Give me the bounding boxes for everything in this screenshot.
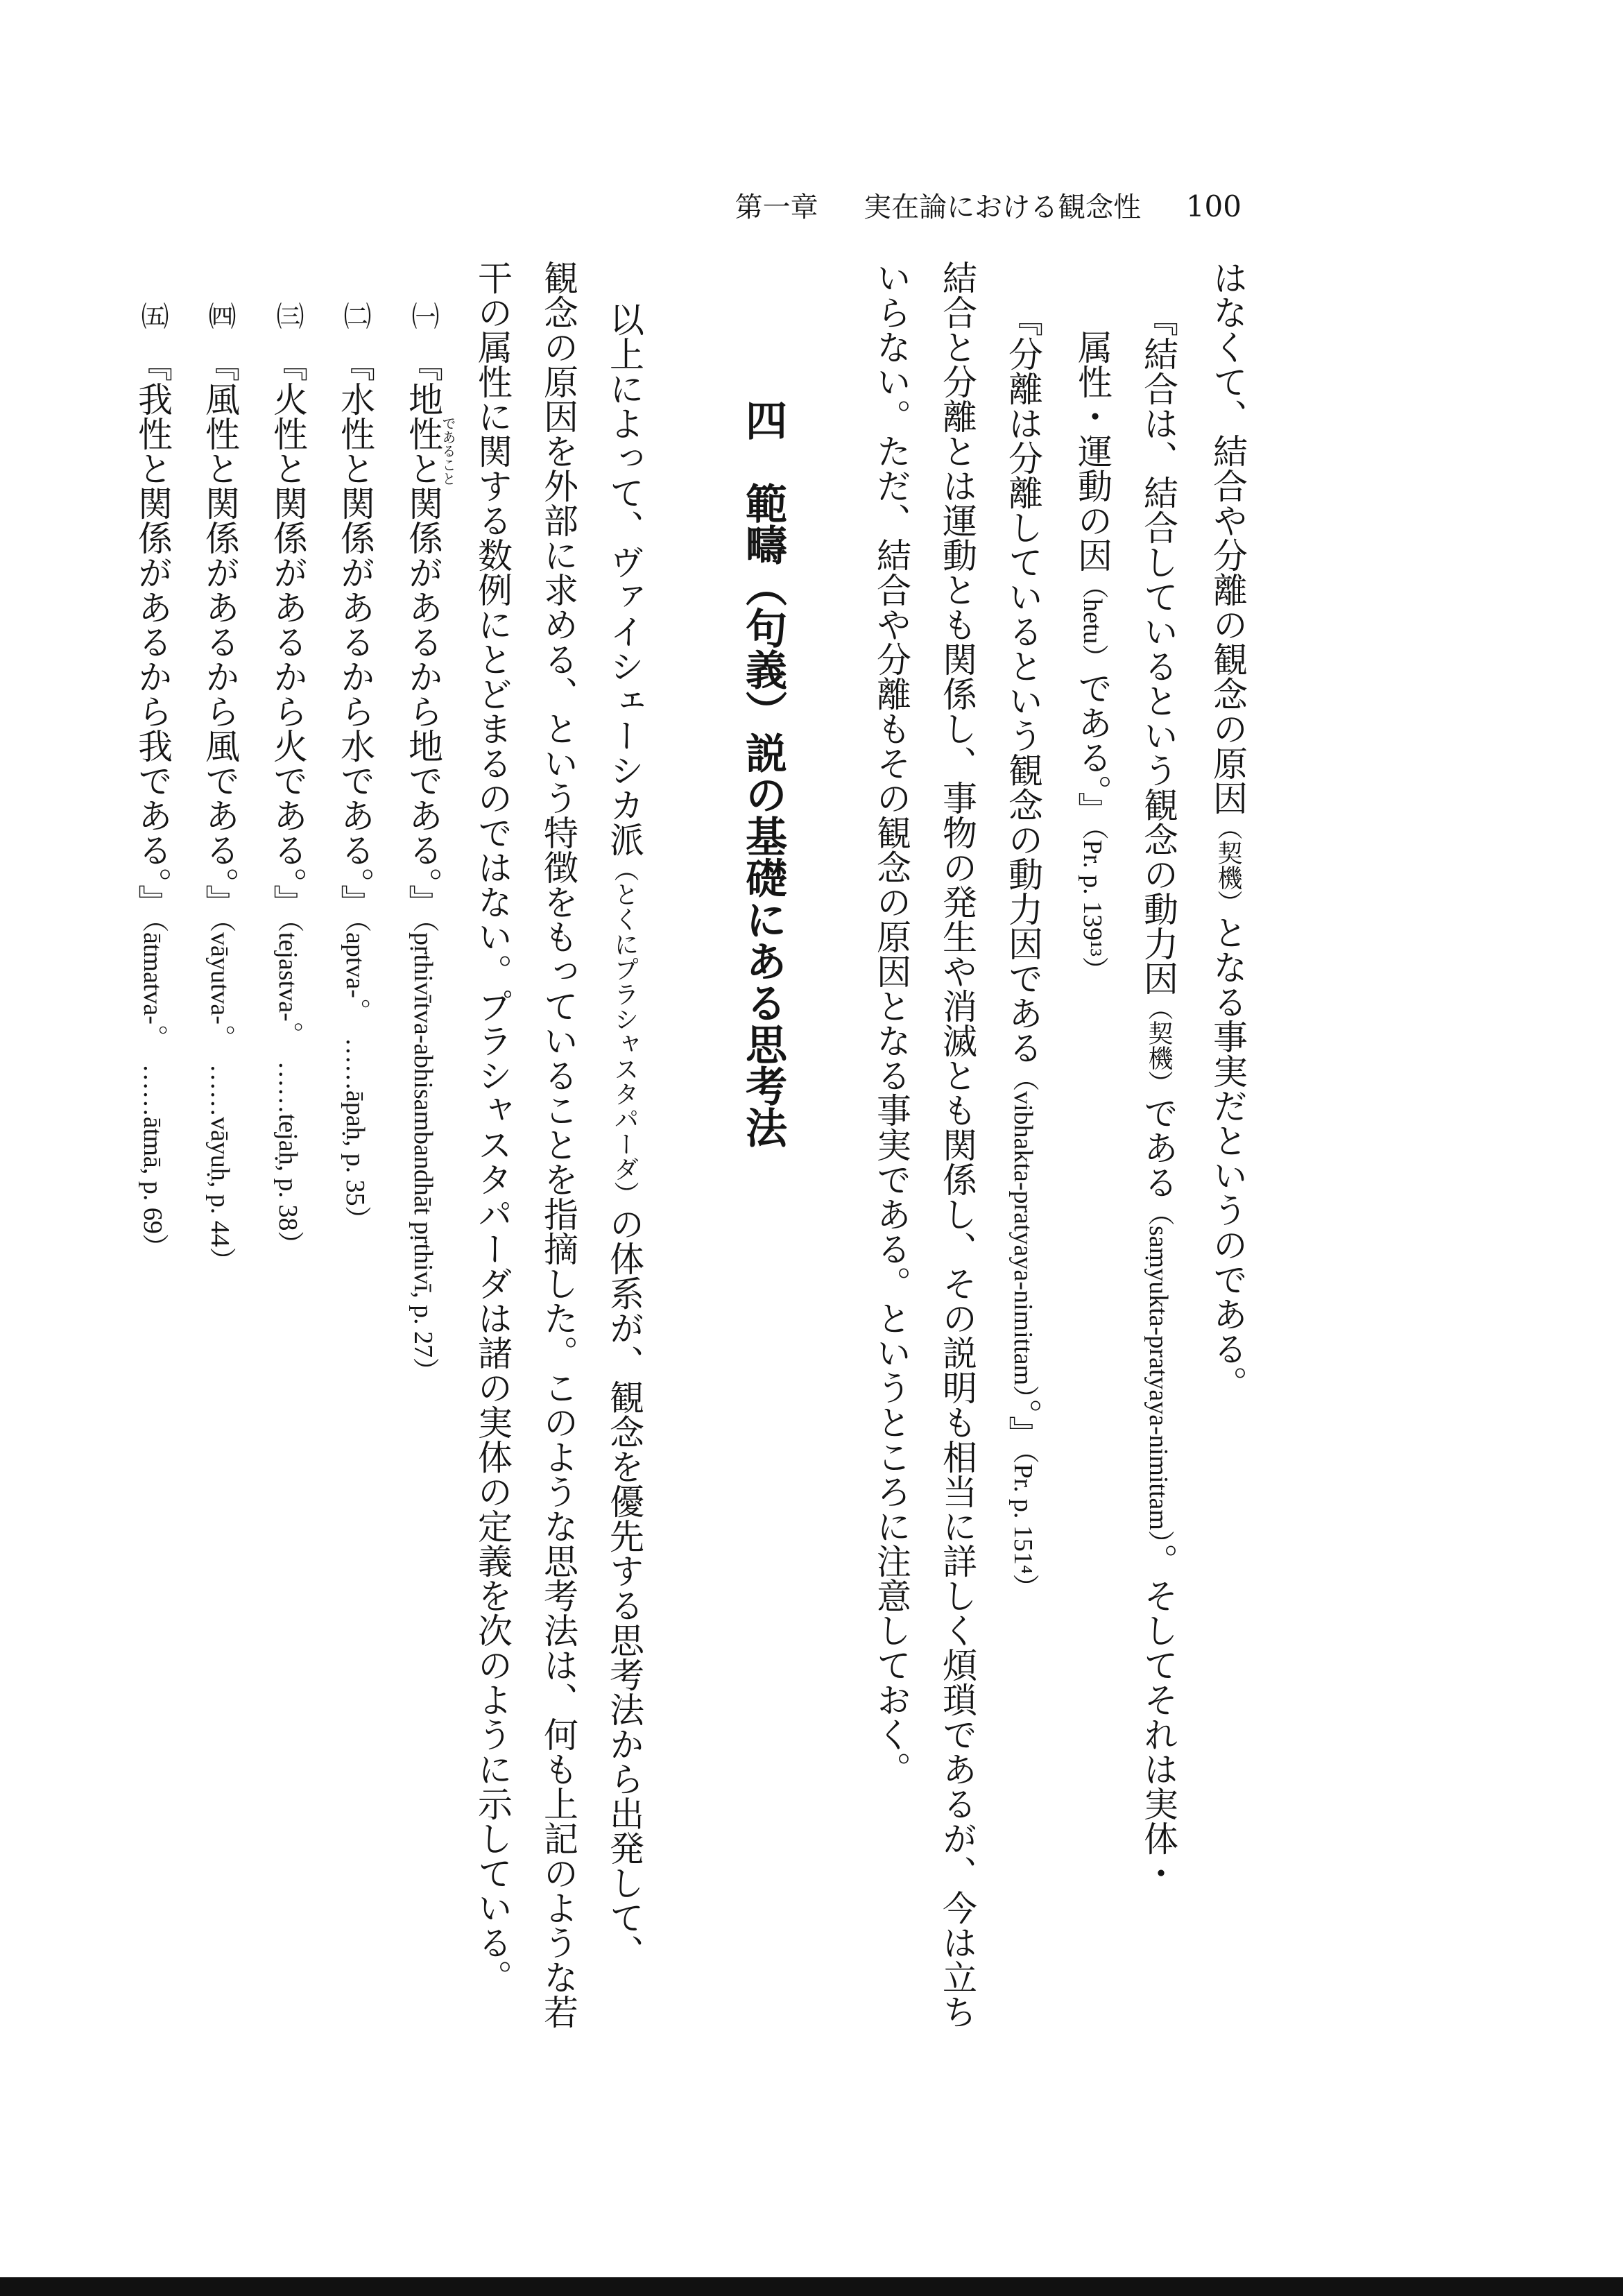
list-marker: ㈢ (272, 302, 304, 329)
list-marker: ㈠ (407, 302, 439, 329)
text-column-5: 結合と分離とは運動とも関係し、事物の発生や消滅とも関係し、その説明も相当に詳しく煩瑣であるが、今は立ち (937, 260, 977, 2029)
list-item-1: ㈠ 『地性と関係があるから地である。』（pṛthivītva-abhisambandhāt pṛthivī, p. 27） (403, 302, 443, 1385)
section-number: 四 (739, 399, 787, 440)
text-column-3: 属性・運動の因（hetu）である。』（Pr. p. 139¹³） (1072, 329, 1113, 983)
chapter-label: 第一章 (735, 191, 818, 223)
section-title: 範疇（句義）説の基礎にある思考法 (739, 482, 787, 1148)
list-item-3: ㈢ 『火性と関係があるから火である。』（tejastva-。 ……tejaḥ, p. 38） (268, 302, 308, 1258)
list-marker: ㈣ (204, 302, 236, 329)
paragraph-line-2: 観念の原因を外部に求める、という特徴をもっていることを指摘した。このような思考法は、何も上記のような若 (538, 260, 578, 2029)
section-heading (739, 399, 787, 1148)
list-marker: ㈡ (339, 302, 371, 329)
running-head (694, 189, 1242, 225)
list-item-4: ㈣ 『風性と関係があるから風である。』（vāyutva-。 ……vāyuḥ, p. 44） (200, 302, 240, 1274)
text-column-1: はなくて、結合や分離の観念の原因（契機）となる事実だというのである。 (1208, 260, 1248, 1400)
chapter-title: 実在論における観念性 (864, 191, 1142, 223)
list-marker: ㈤ (137, 302, 169, 329)
paragraph-line-3: 干の属性に関する数例にとどまるのではない。プラシャスタパーダは諸の実体の定義を次のように示している。 (472, 260, 513, 1994)
list-item-5: ㈤ 『我性と関係があるから我である。』（ātmatva-。 ……ātmā, p. 69） (132, 302, 173, 1260)
paragraph-line-1: 以上によって、ヴァイシェーシカ派（とくにプラシャスタパーダ）の体系が、観念を優先する思考法から出発して、 (604, 302, 644, 1969)
list-item-2: ㈡ 『水性と関係があるから水である。』（aptva-。 ……āpaḥ, p. 35） (335, 302, 375, 1233)
scan-bottom-edge (0, 2277, 1623, 2296)
text-column-2: 『結合は、結合しているという観念の動力因（契機）である（saṃyukta-pratyaya-nimittam）。そしてそれは実体・ (1138, 302, 1178, 1890)
ruby-annotation: であること (440, 416, 456, 486)
page-number: 100 (1185, 189, 1242, 223)
text-column-6: いらない。ただ、結合や分離もその観念の原因となる事実である。というところに注意しておく。 (871, 260, 911, 1786)
text-column-4: 『分離は分離しているという観念の動力因である（vibhakta-pratyaya-nimittam）。』（Pr. p. 151⁴） (1003, 302, 1043, 1601)
